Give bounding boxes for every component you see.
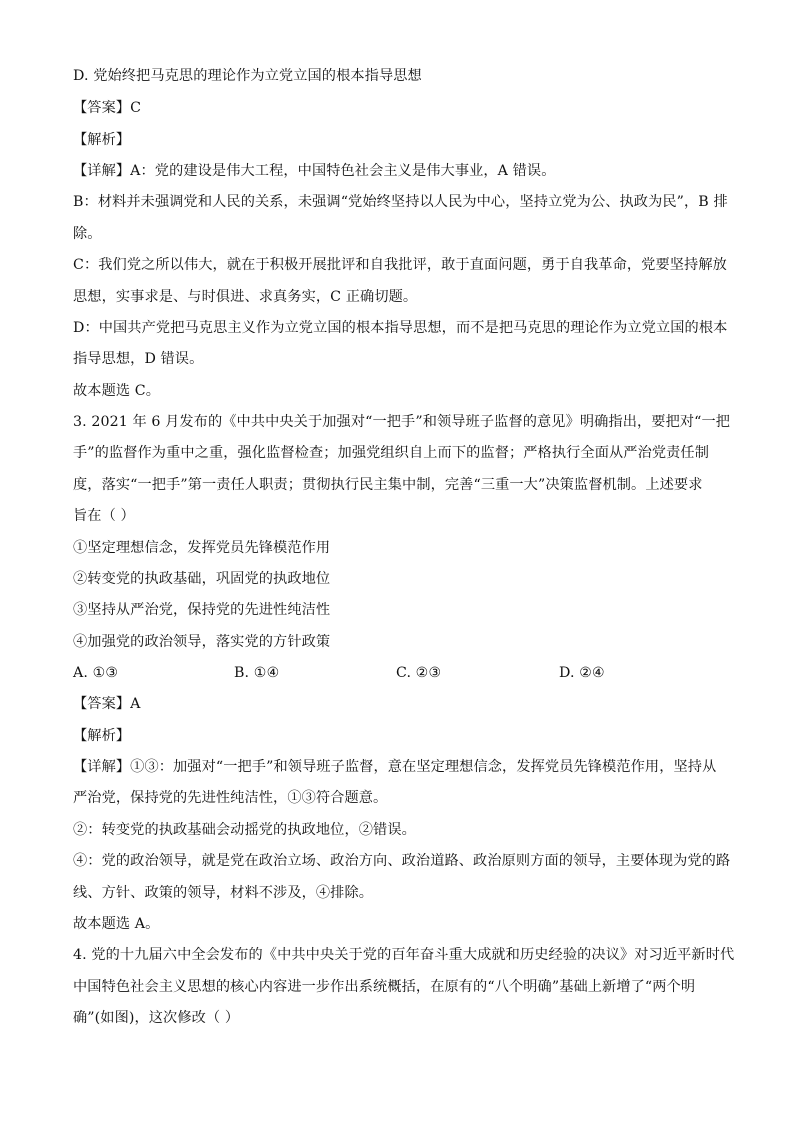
q3-stem-line4: 旨在（ ） [73, 508, 135, 524]
q3-stem-line1: 3. 2021 年 6 月发布的《中共中央关于加强对“一把手”和领导班子监督的意见》明确指出，要把对“一把 [73, 414, 731, 430]
q3-option-b: B. ①④ [234, 665, 280, 681]
q3-item-4: ④加强党的政治领导，落实党的方针政策 [73, 634, 331, 650]
q4-stem-line3: 确”(如图)，这次修改（ ） [73, 1010, 240, 1026]
q2-detail-c-line1: C：我们党之所以伟大，就在于积极开展批评和自我批评，敢于直面问题，勇于自我革命，党要坚持解放 [73, 257, 727, 273]
q3-stem-line2: 手”的监督作为重中之重，强化监督检查；加强党组织自上而下的监督；严格执行全面从严治党责任制 [73, 445, 710, 461]
q3-item-3: ③坚持从严治党，保持党的先进性纯洁性 [73, 602, 331, 618]
q3-detail-line3: ②：转变党的执政基础会动摇党的执政地位，②错误。 [73, 822, 416, 838]
q2-detail-b-line1: B：材料并未强调党和人民的关系，未强调“党始终坚持以人民为中心，坚持立党为公、执政为民”，B 排 [73, 194, 728, 210]
q3-detail-line2: 严治党，保持党的先进性纯洁性，①③符合题意。 [73, 790, 388, 806]
q3-option-a: A. ①③ [73, 665, 119, 681]
q2-conclusion: 故本题选 C。 [73, 383, 161, 399]
q2-detail-b-line2: 除。 [73, 226, 102, 242]
q2-option-d: D. 党始终把马克思的理论作为立党立国的根本指导思想 [73, 68, 422, 84]
q3-item-2: ②转变党的执政基础，巩固党的执政地位 [73, 571, 331, 587]
q4-stem-line1: 4. 党的十九届六中全会发布的《中共中央关于党的百年奋斗重大成就和历史经验的决议》对习近平新时代 [73, 947, 735, 963]
q3-item-1: ①坚定理想信念，发挥党员先锋模范作用 [73, 540, 331, 556]
q3-analysis-title: 【解析】 [73, 728, 131, 744]
q3-option-d: D. ②④ [559, 665, 605, 681]
q3-detail-line1: 【详解】①③：加强对“一把手”和领导班子监督，意在坚定理想信念，发挥党员先锋模范作用，坚持从 [73, 759, 717, 775]
q3-options [73, 663, 733, 683]
q3-answer: 【答案】A [73, 696, 141, 712]
q3-conclusion: 故本题选 A。 [73, 916, 160, 932]
q2-analysis-title: 【解析】 [73, 132, 131, 148]
q2-detail-c-line2: 思想，实事求是、与时俱进、求真务实，C 正确切题。 [73, 289, 418, 305]
q3-option-c: C. ②③ [396, 665, 442, 681]
q2-detail-d-line1: D：中国共产党把马克思主义作为立党立国的根本指导思想，而不是把马克思的理论作为立党立国的根本 [73, 320, 728, 336]
q2-detail-a: 【详解】A：党的建设是伟大工程，中国特色社会主义是伟大事业，A 错误。 [73, 163, 556, 179]
q2-detail-d-line2: 指导思想，D 错误。 [73, 351, 204, 367]
q2-answer: 【答案】C [73, 100, 142, 116]
q3-detail-line5: 线、方针、政策的领导，材料不涉及，④排除。 [73, 885, 374, 901]
q3-stem-line3: 度，落实“一把手”第一责任人职责；贯彻执行民主集中制，完善“三重一大”决策监督机制。上述要求 [73, 477, 703, 493]
q3-detail-line4: ④：党的政治领导，就是党在政治立场、政治方向、政治道路、政治原则方面的领导，主要体现为党的路 [73, 853, 731, 869]
q4-stem-line2: 中国特色社会主义思想的核心内容进一步作出系统概括，在原有的“八个明确”基础上新增了“两个明 [73, 979, 696, 995]
